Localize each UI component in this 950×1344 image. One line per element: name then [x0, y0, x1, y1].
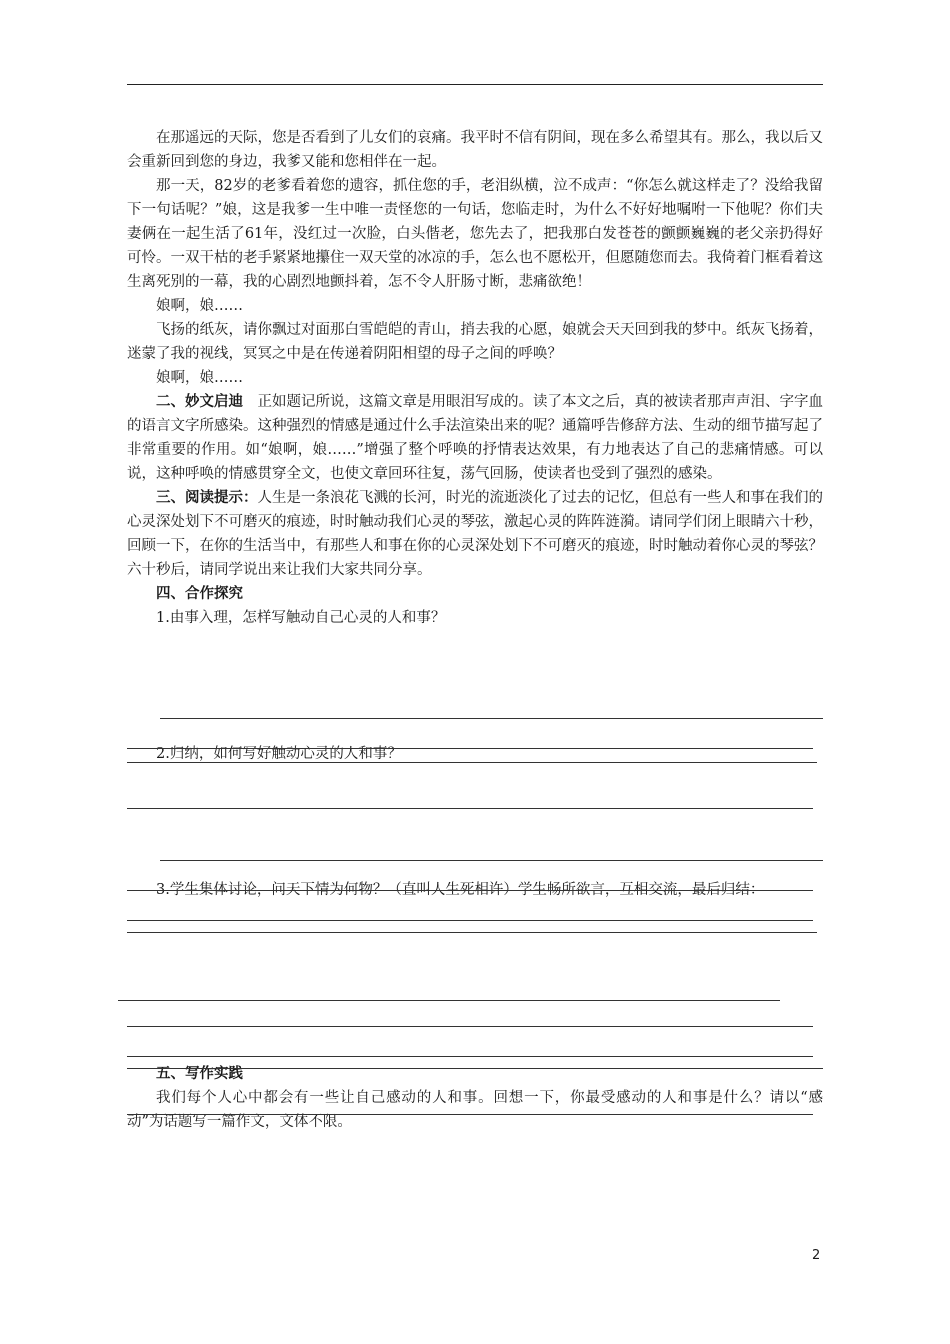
- section-4-title: 四、合作探究: [156, 585, 243, 602]
- paragraph-3: 娘啊，娘……: [156, 298, 243, 314]
- answer-line[interactable]: [127, 1056, 813, 1057]
- answer-line[interactable]: [127, 920, 813, 921]
- answer-line[interactable]: [127, 932, 817, 933]
- paragraph-5: 娘啊，娘……: [156, 370, 243, 386]
- section-5-text: 我们每个人心中都会有一些让自己感动的人和事。回想一下，你最受感动的人和事是什么？请以“感动”为话题写一篇作文，文体不限。: [127, 1090, 823, 1130]
- section-5-title: 五、写作实践: [156, 1065, 243, 1082]
- question-2: 2.归纳，如何写好触动心灵的人和事？: [156, 746, 402, 762]
- question-1: 1.由事入理，怎样写触动自己心灵的人和事？: [156, 610, 446, 626]
- page-content: [127, 126, 823, 1134]
- section-3: [127, 486, 823, 582]
- section-3-text: 人生是一条浪花飞溅的长河，时光的流逝淡化了过去的记忆，但总有一些人和事在我们的心灵深处划下不可磨灭的痕迹，时时触动我们心灵的琴弦，激起心灵的阵阵涟漪。请同学们闭上眼睛六十秒，回顾一下，在你的生活当中，有那些人和事在你的心灵深处划下不可磨灭的痕迹，时时触动着你心灵的琴弦？六十秒后，请同学说出来让我们大家共同分享。: [127, 490, 823, 578]
- page-number: 2: [812, 1248, 821, 1263]
- section-2-title: 二、妙文启迪: [156, 393, 243, 410]
- section-2-text: 正如题记所说，这篇文章是用眼泪写成的。读了本文之后，真的被读者那声声泪、字字血的语言文字所感染。这种强烈的情感是通过什么手法渲染出来的呢？通篇呼告修辞方法、生动的细节描写起了非常重要的作用。如“娘啊，娘……”增强了整个呼唤的抒情表达效果，有力地表达了自己的悲痛情感。可以说，这种呼唤的情感贯穿全文，也使文章回环往复，荡气回肠，使读者也受到了强烈的感染。: [127, 394, 823, 482]
- answer-line[interactable]: [127, 1026, 813, 1027]
- question-3: 3.学生集体讨论，问天下情为何物？（直叫人生死相许）学生畅所欲言，互相交流，最后归结：: [156, 882, 765, 898]
- answer-line[interactable]: [160, 860, 823, 861]
- section-3-title: 三、阅读提示：: [156, 489, 258, 506]
- header-rule: [127, 84, 823, 85]
- answer-line[interactable]: [160, 718, 823, 719]
- paragraph-2: 那一天，82岁的老爹看着您的遗容，抓住您的手，老泪纵横，泣不成声：“你怎么就这样走了？没给我留下一句话呢？”娘，这是我爹一生中唯一责怪您的一句话，您临走时，为什么不好好地嘱咐一下他呢？你们夫妻俩在一起生活了61年，没红过一次脸，白头偕老，您先去了，把我那白发苍苍的颤颤巍巍的老父亲扔得好可怜。一双干枯的老手紧紧地攥住一双天堂的冰凉的手，怎么也不愿松开，但愿随您而去。我倚着门框看着这生离死别的一幕，我的心剧烈地颤抖着，怎不令人肝肠寸断，悲痛欲绝！: [127, 178, 823, 290]
- paragraph-1: 在那遥远的天际，您是否看到了儿女们的哀痛。我平时不信有阴间，现在多么希望其有。那么，我以后又会重新回到您的身边，我爹又能和您相伴在一起。: [127, 130, 823, 170]
- answer-line[interactable]: [127, 1068, 823, 1069]
- paragraph-4: 飞扬的纸灰，请你飘过对面那白雪皑皑的青山，捎去我的心愿，娘就会天天回到我的梦中。纸灰飞扬着，迷蒙了我的视线，冥冥之中是在传递着阴阳相望的母子之间的呼唤？: [127, 322, 823, 362]
- answer-line[interactable]: [127, 1114, 813, 1115]
- section-2: [127, 390, 823, 486]
- answer-line[interactable]: [118, 1000, 780, 1001]
- answer-line[interactable]: [127, 808, 813, 809]
- answer-line[interactable]: [127, 762, 817, 763]
- answer-line[interactable]: [127, 890, 813, 891]
- answer-line[interactable]: [127, 748, 813, 749]
